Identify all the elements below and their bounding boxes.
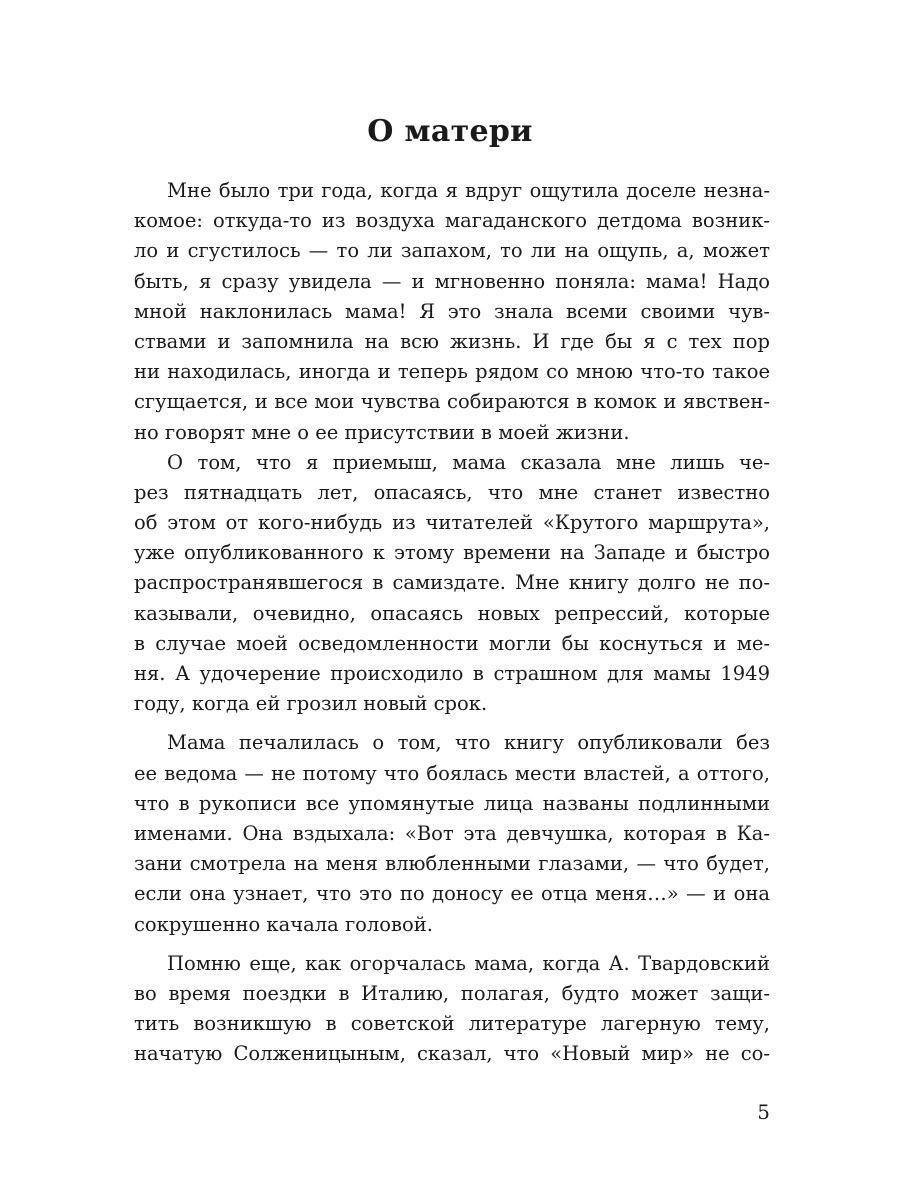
text-line: казывали, очевидно, опасаясь новых репрессий, которые: [134, 601, 770, 625]
text-line: уже опубликованного к этому времени на Западе и быстро: [134, 541, 770, 565]
text-line: быть, я сразу увидела — и мгновенно поняла: мама! Надо: [134, 269, 770, 293]
text-line: ло и сгустилось — то ли запахом, то ли на ощупь, а, может: [134, 239, 770, 263]
text-line: сгущается, и все мои чувства собираются в комок и явствен-: [134, 390, 770, 414]
text-line: начатую Солженицыным, сказал, что «Новый мир» не со-: [134, 1042, 770, 1066]
text-line: распространявшегося в самиздате. Мне книгу долго не по-: [134, 571, 770, 595]
page-number: 5: [757, 1100, 770, 1124]
paragraph: [134, 728, 770, 939]
paragraph: [134, 448, 770, 720]
text-line: году, когда ей грозил новый срок.: [134, 692, 488, 716]
text-line: сокрушенно качала головой.: [134, 912, 433, 936]
text-line: тить возникшую в советской литературе лагерную тему,: [134, 1012, 770, 1036]
text-line: что в рукописи все упомянутые лица названы подлинными: [134, 791, 770, 815]
text-line: зани смотрела на меня влюбленными глазами, — что будет,: [134, 852, 770, 876]
text-line: если она узнает, что это по доносу ее отца меня…» — и она: [134, 882, 770, 906]
paragraph: [134, 949, 770, 1070]
text-line: именами. Она вздыхала: «Вот эта девчушка, которая в Ка-: [134, 821, 770, 845]
text-line: но говорят мне о ее присутствии в моей жизни.: [134, 420, 630, 444]
text-line: об этом от кого-нибудь из читателей «Крутого маршрута»,: [134, 511, 770, 535]
text-line: ствами и запомнила на всю жизнь. И где бы я с тех пор: [134, 329, 770, 353]
paragraph: [134, 176, 770, 448]
text-line: ее ведома — не потому что боялась мести властей, а оттого,: [134, 761, 770, 785]
text-line: комое: откуда-то из воздуха магаданского детдома возник-: [134, 209, 770, 233]
text-line: Помню еще, как огорчалась мама, когда А. Твардовский: [167, 951, 770, 975]
text-line: Мне было три года, когда я вдруг ощутила доселе незна-: [167, 179, 770, 202]
body-text: [134, 176, 770, 1069]
chapter-title: О матери: [367, 114, 533, 149]
text-line: мной наклонилась мама! Я это знала всеми своими чув-: [134, 299, 770, 323]
text-line: О том, что я приемыш, мама сказала мне лишь че-: [167, 450, 770, 474]
text-line: во время поездки в Италию, полагая, будто может защи-: [134, 981, 770, 1005]
text-line: рез пятнадцать лет, опасаясь, что мне станет известно: [134, 480, 770, 504]
text-line: в случае моей осведомленности могли бы коснуться и ме-: [134, 631, 770, 655]
text-line: ни находилась, иногда и теперь рядом со мною что-то такое: [134, 360, 770, 384]
paragraph-spacer: [134, 719, 770, 728]
paragraph-spacer: [134, 940, 770, 949]
text-line: ня. А удочерение происходило в страшном для мамы 1949: [134, 662, 770, 685]
text-line: Мама печалилась о том, что книгу опубликовали без: [167, 731, 770, 755]
